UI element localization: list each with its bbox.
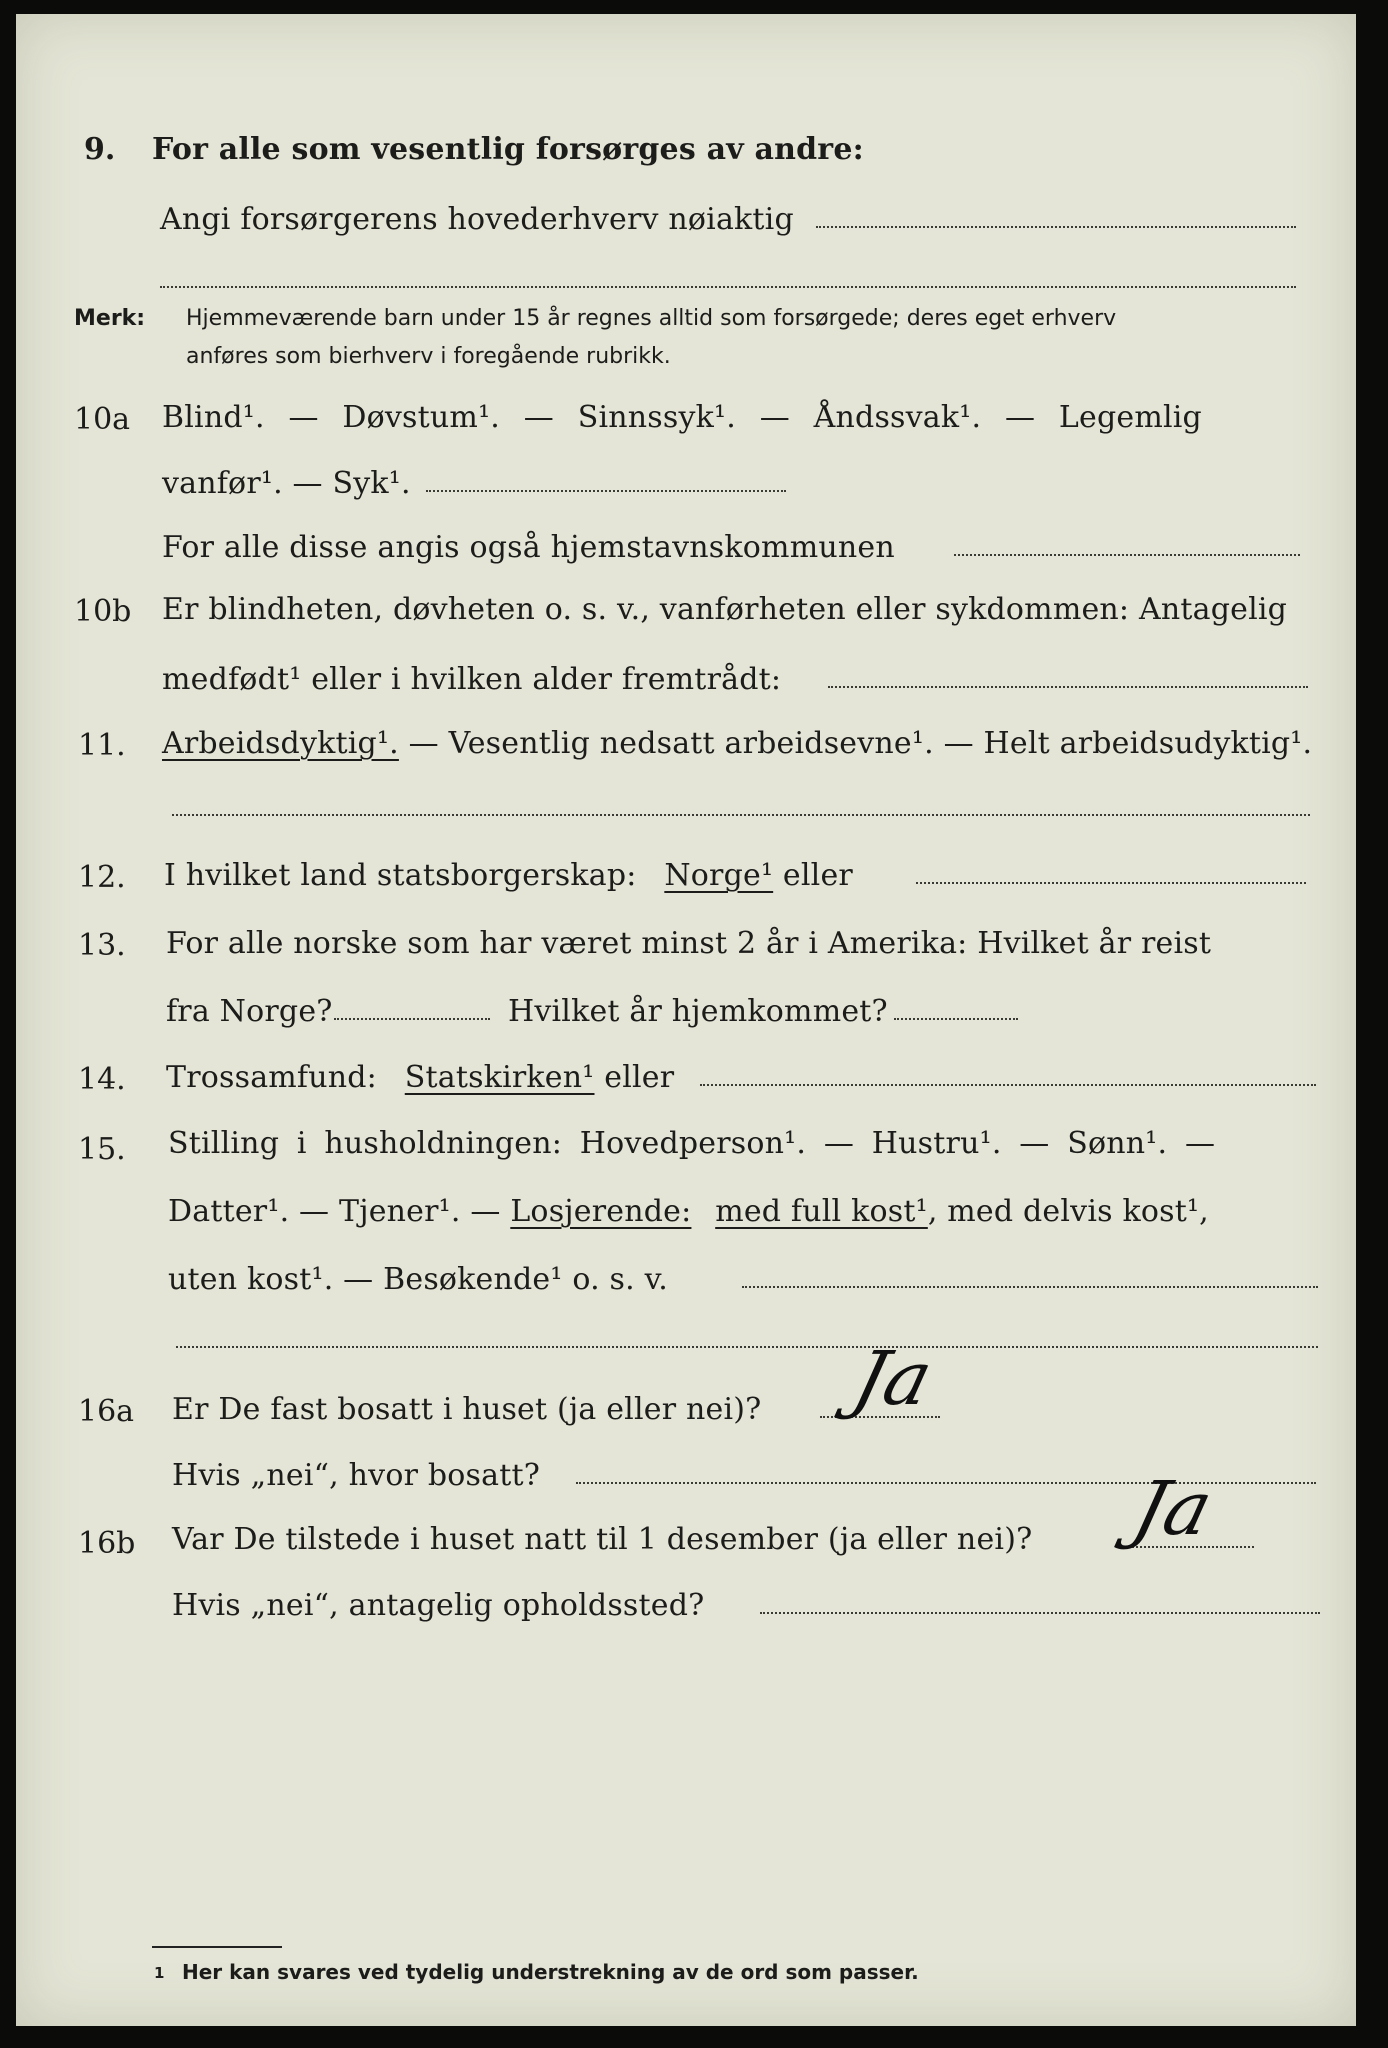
q13-return-year-line[interactable] [894,1018,1018,1020]
q10a-answer-line[interactable] [426,490,786,492]
q10a-line2: vanfør¹. — Syk¹. [162,466,411,501]
q9-line2: Angi forsørgerens hovederhverv nøiaktig [160,202,794,237]
q15-line2 [168,1194,1209,1229]
q10b-number: 10b [74,594,132,629]
q14-pre: Trossamfund: [166,1060,377,1095]
q16b-handwritten-answer: Ja [1125,1466,1221,1552]
q14-line [166,1060,674,1095]
q10a-number: 10a [74,402,131,437]
q16a-handwritten-answer: Ja [845,1336,941,1422]
q10b-answer-line[interactable] [828,686,1308,688]
q10b-line2: medfødt¹ eller i hvilken alder fremtrådt: [162,662,782,697]
q15-answer-line-2[interactable] [176,1346,1318,1348]
q15-line2d: , med delvis kost¹, [927,1194,1209,1229]
q14-option-statskirken[interactable]: Statskirken¹ [404,1060,595,1095]
census-form-page [16,14,1356,2026]
q10a-line3: For alle disse angis også hjemstavnskommunen [162,530,895,565]
q16a-number: 16a [78,1394,135,1429]
q15-line1: Stilling i husholdningen: Hovedperson¹. — Hustru¹. — Sønn¹. — [168,1126,1216,1161]
q9-answer-line-1[interactable] [816,226,1296,228]
q11-answer-line[interactable] [172,814,1310,816]
q12-post: eller [782,858,853,893]
q11-line [162,726,1312,761]
q11-option-arbeidsdyktig[interactable]: Arbeidsdyktig¹. [162,726,399,761]
q15-option-full-kost[interactable]: med full kost¹ [715,1194,928,1229]
q15-line2a: Datter¹. — Tjener¹. — [168,1194,501,1229]
q12-line [164,858,853,893]
footnote-mark: 1 [154,1964,165,1982]
q14-number: 14. [78,1062,126,1097]
q15-answer-line-1[interactable] [742,1286,1318,1288]
q9-number: 9. [84,132,116,167]
q15-option-losjerende[interactable]: Losjerende: [510,1194,692,1229]
q15-line3: uten kost¹. — Besøkende¹ o. s. v. [168,1262,668,1297]
merk-line1: Hjemmeværende barn under 15 år regnes alltid som forsørgede; deres eget erhverv [186,306,1117,331]
q16a-line1: Er De fast bosatt i huset (ja eller nei)? [172,1392,762,1427]
q9-title: For alle som vesentlig forsørges av andre: [152,132,864,167]
q16b-whereabouts-line[interactable] [760,1612,1320,1614]
q14-post: eller [604,1060,675,1095]
q12-number: 12. [78,860,126,895]
q13-line1: For alle norske som har været minst 2 år i Amerika: Hvilket år reist [166,926,1212,961]
q16a-line2: Hvis „nei“, hvor bosatt? [172,1458,541,1493]
q15-number: 15. [78,1132,126,1167]
q11-rest: — Vesentlig nedsatt arbeidsevne¹. — Helt arbeidsudyktig¹. [408,726,1313,761]
footnote-text: Her kan svares ved tydelig understrekning av de ord som passer. [182,1960,919,1984]
q12-other-country-line[interactable] [916,882,1306,884]
q9-answer-line-2[interactable] [160,286,1296,288]
q12-pre: I hvilket land statsborgerskap: [164,858,637,893]
merk-line2: anføres som bierhverv i foregående rubrikk. [186,344,671,369]
q13-number: 13. [78,928,126,963]
q13-line2a: fra Norge? [166,994,333,1029]
q16b-number: 16b [78,1526,136,1561]
q11-number: 11. [78,728,126,763]
footnote-rule [152,1946,282,1948]
q12-option-norge[interactable]: Norge¹ [664,858,774,893]
merk-label: Merk: [74,306,146,331]
q10a-home-municipality-line[interactable] [954,554,1300,556]
q16b-line1: Var De tilstede i huset natt til 1 desember (ja eller nei)? [172,1522,1033,1557]
q16b-line2: Hvis „nei“, antagelig opholdssted? [172,1588,705,1623]
q13-line2b: Hvilket år hjemkommet? [508,994,888,1029]
q10a-line1: Blind¹. — Døvstum¹. — Sinnssyk¹. — Åndssvak¹. — Legemlig [162,400,1202,435]
q13-departure-year-line[interactable] [334,1018,490,1020]
q14-other-faith-line[interactable] [700,1084,1316,1086]
q10b-line1: Er blindheten, døvheten o. s. v., vanførheten eller sykdommen: Antagelig [162,592,1288,627]
merk-note [74,306,145,331]
